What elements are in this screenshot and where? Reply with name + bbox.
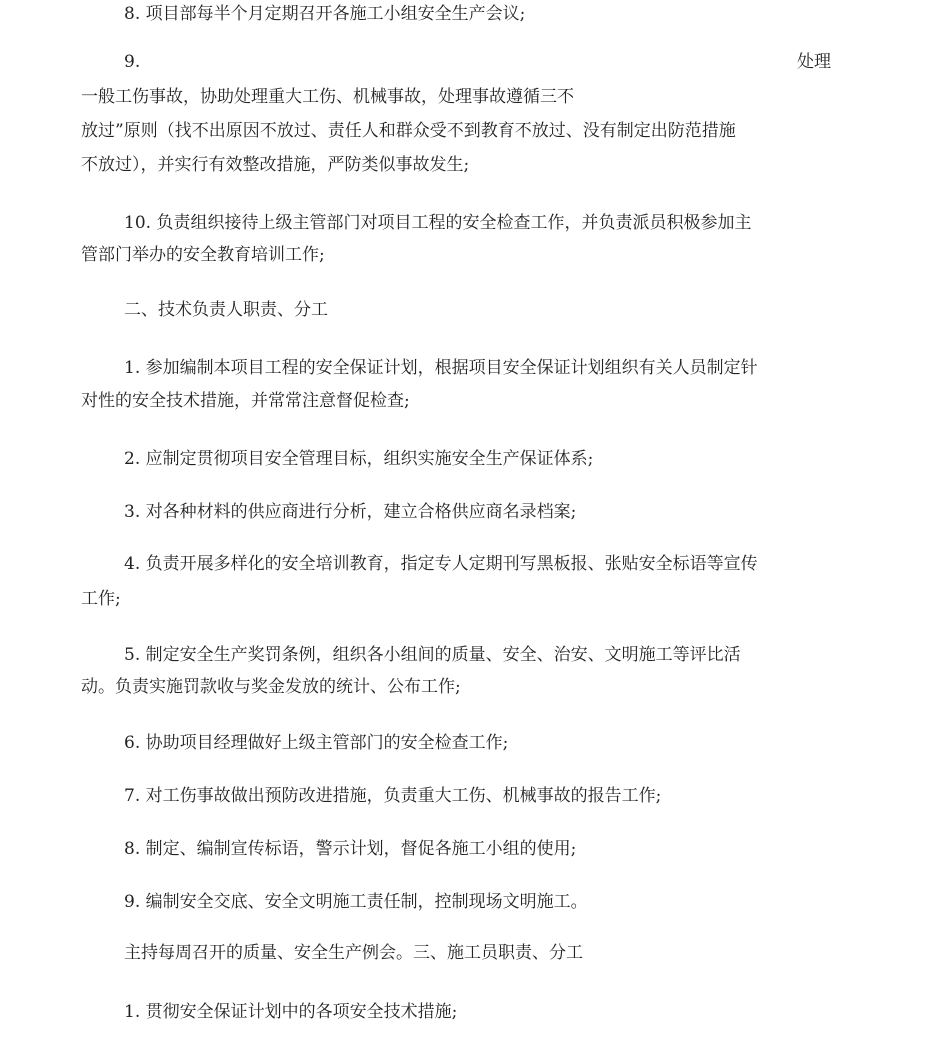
text-line: 处理 (797, 52, 831, 72)
text-line: 一般工伤事故，协助处理重大工伤、机械事故，处理事故遵循三不 (81, 87, 574, 107)
text-line: 动。负责实施罚款收与奖金发放的统计、公布工作; (81, 677, 461, 697)
text-line: 主持每周召开的质量、安全生产例会。三、施工员职责、分工 (124, 943, 583, 963)
text-line: 9. (124, 52, 141, 72)
text-line: 1. 参加编制本项目工程的安全保证计划，根据项目安全保证计划组织有关人员制定针 (124, 358, 758, 378)
text-line: 2. 应制定贯彻项目安全管理目标，组织实施安全生产保证体系; (124, 449, 594, 469)
text-line: 10. 负责组织接待上级主管部门对项目工程的安全检查工作，并负责派员积极参加主 (124, 213, 752, 233)
text-line: 对性的安全技术措施，并常常注意督促检查; (81, 391, 410, 411)
text-line: 9. 编制安全交底、安全文明施工责任制，控制现场文明施工。 (124, 892, 588, 912)
text-line: 7. 对工伤事故做出预防改进措施，负责重大工伤、机械事故的报告工作; (124, 786, 662, 806)
section-heading: 二、技术负责人职责、分工 (124, 300, 328, 320)
text-line: 不放过），并实行有效整改措施，严防类似事故发生; (81, 155, 470, 175)
text-line: 8. 项目部每半个月定期召开各施工小组安全生产会议; (124, 4, 526, 24)
text-line: 5. 制定安全生产奖罚条例，组织各小组间的质量、安全、治安、文明施工等评比活 (124, 645, 741, 665)
text-line: 8. 制定、编制宣传标语，警示计划，督促各施工小组的使用; (124, 839, 577, 859)
text-line: 3. 对各种材料的供应商进行分析，建立合格供应商名录档案; (124, 502, 577, 522)
text-line: 工作; (81, 589, 121, 609)
text-line: 4. 负责开展多样化的安全培训教育，指定专人定期刊写黑板报、张贴安全标语等宣传 (124, 554, 758, 574)
text-line: 1. 贯彻安全保证计划中的各项安全技术措施; (124, 1002, 458, 1022)
text-line: 管部门举办的安全教育培训工作; (81, 245, 325, 265)
text-line: 放过”原则（找不出原因不放过、责任人和群众受不到教育不放过、没有制定出防范措施 (81, 121, 736, 141)
text-line: 6. 协助项目经理做好上级主管部门的安全检查工作; (124, 733, 509, 753)
